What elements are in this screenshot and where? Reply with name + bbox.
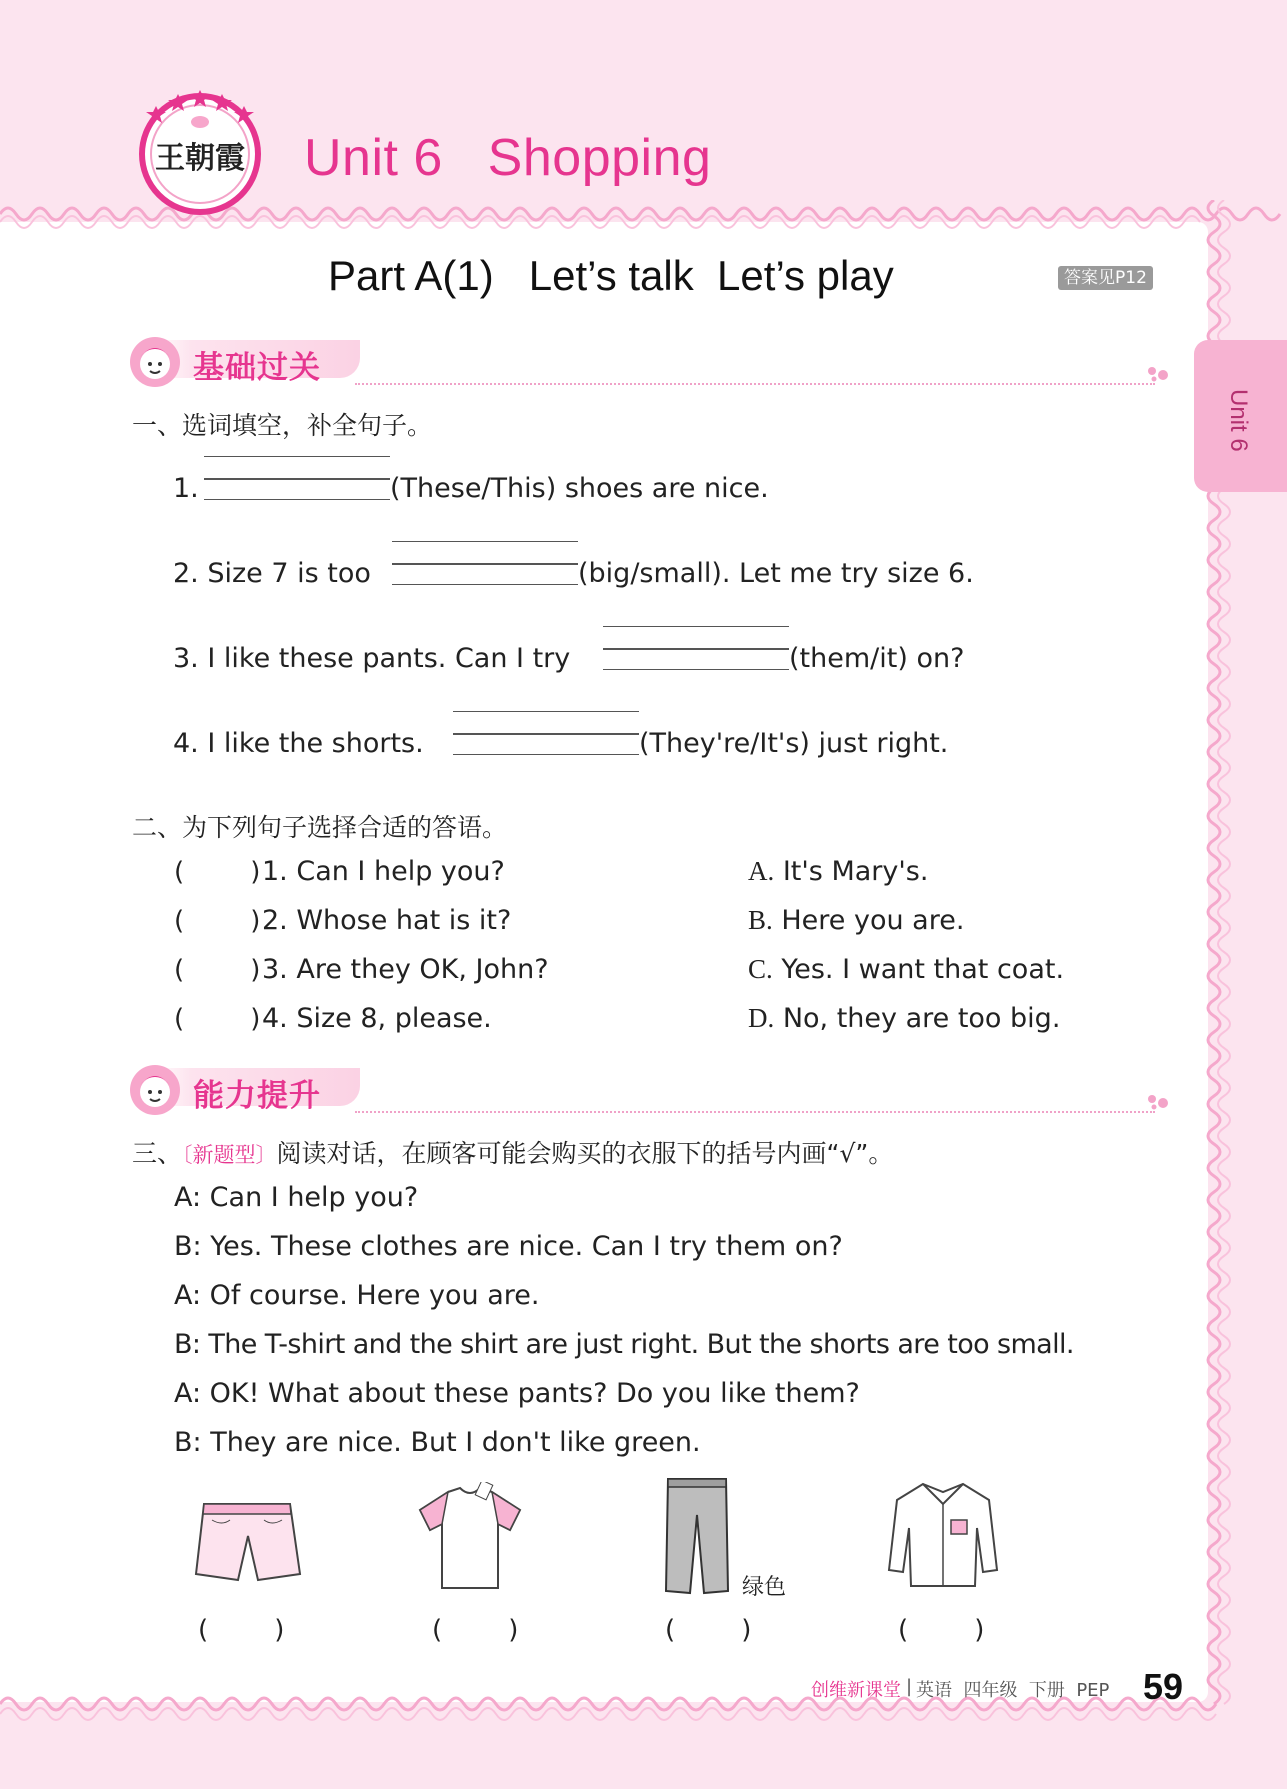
girl-mascot-icon bbox=[128, 335, 182, 389]
decorative-dots-icon bbox=[1146, 366, 1172, 382]
shorts-icon bbox=[190, 1496, 304, 1588]
q2-question-1: 1. Can I help you? bbox=[262, 856, 505, 887]
q1-title: 一、选词填空，补全句子。 bbox=[132, 411, 433, 440]
brand-logo-seal bbox=[136, 88, 264, 216]
q2-answer-paren-1[interactable]: ( ) bbox=[174, 857, 261, 887]
girl-mascot-icon bbox=[128, 1063, 182, 1117]
q2-title: 二、为下列句子选择合适的答语。 bbox=[132, 813, 508, 842]
new-question-type-tag: 〔新题型〕 bbox=[182, 1143, 277, 1167]
pants-color-label: 绿色 bbox=[742, 1575, 787, 1600]
q2-option-c: C. Yes. I want that coat. bbox=[748, 954, 1065, 985]
q3-title-row: 三、〔新题型〕阅读对话，在顾客可能会购买的衣服下的括号内画“√”。 bbox=[132, 1139, 894, 1168]
q1-item-1-number: 1. bbox=[173, 473, 208, 504]
dialogue-line-1: A: Can I help you? bbox=[174, 1182, 419, 1213]
t-shirt-check-paren[interactable]: ( ) bbox=[432, 1615, 519, 1645]
dialogue-line-4: B: The T-shirt and the shirt are just right. But the shorts are too small. bbox=[174, 1329, 1074, 1360]
q1-item-1-blank[interactable] bbox=[204, 456, 390, 520]
answer-reference-badge: 答案见P12 bbox=[1058, 266, 1153, 290]
page-number: 59 bbox=[1143, 1666, 1184, 1707]
q2-question-2: 2. Whose hat is it? bbox=[262, 905, 512, 936]
section-advanced-divider bbox=[355, 1111, 1155, 1113]
q2-question-4: 4. Size 8, please. bbox=[262, 1003, 492, 1034]
q1-item-3-prefix: 3. I like these pants. Can I try bbox=[173, 643, 579, 674]
q1-item-2-blank[interactable] bbox=[392, 541, 578, 605]
q2-option-d: D. No, they are too big. bbox=[748, 1003, 1061, 1034]
footer-separator: | bbox=[906, 1676, 913, 1697]
footer-book-info: 英语 四年级 下册 PEP bbox=[916, 1680, 1110, 1701]
q2-option-a: A. It's Mary's. bbox=[748, 856, 929, 887]
section-advanced-title: 能力提升 bbox=[193, 1078, 321, 1114]
part-title: Part A(1) Let’s talk Let’s play bbox=[328, 252, 894, 299]
dialogue-line-6: B: They are nice. But I don't like green. bbox=[174, 1427, 701, 1458]
q1-item-3-text: (them/it) on? bbox=[789, 643, 965, 674]
unit-side-tab-label: Unit 6 bbox=[1225, 388, 1252, 452]
dialogue-line-5: A: OK! What about these pants? Do you like them? bbox=[174, 1378, 860, 1409]
q1-item-3-blank[interactable] bbox=[603, 626, 789, 690]
pants-icon bbox=[662, 1475, 732, 1599]
section-basic-title: 基础过关 bbox=[193, 350, 321, 386]
decorative-dots-icon bbox=[1146, 1094, 1172, 1110]
q1-item-4-blank[interactable] bbox=[453, 711, 639, 775]
q2-answer-paren-3[interactable]: ( ) bbox=[174, 955, 261, 985]
q2-question-3: 3. Are they OK, John? bbox=[262, 954, 549, 985]
q2-answer-paren-2[interactable]: ( ) bbox=[174, 906, 261, 936]
shirt-icon bbox=[885, 1478, 1001, 1594]
t-shirt-icon bbox=[418, 1482, 522, 1594]
q1-item-2-prefix: 2. Size 7 is too bbox=[173, 558, 380, 589]
q1-item-1-text: (These/This) shoes are nice. bbox=[390, 473, 769, 504]
q2-option-b: B. Here you are. bbox=[748, 905, 965, 936]
q2-answer-paren-4[interactable]: ( ) bbox=[174, 1004, 261, 1034]
q1-item-4-text: (They're/It's) just right. bbox=[639, 728, 949, 759]
unit-title: Unit 6 Shopping bbox=[304, 129, 712, 187]
dialogue-line-2: B: Yes. These clothes are nice. Can I try them on? bbox=[174, 1231, 843, 1262]
shirt-check-paren[interactable]: ( ) bbox=[898, 1615, 985, 1645]
shorts-check-paren[interactable]: ( ) bbox=[198, 1615, 285, 1645]
section-basic-divider bbox=[355, 383, 1155, 385]
footer-brand: 创维新课堂 bbox=[811, 1680, 901, 1701]
logo-lettering: 王朝霞 bbox=[155, 141, 245, 176]
dialogue-line-3: A: Of course. Here you are. bbox=[174, 1280, 540, 1311]
q1-item-2-text: (big/small). Let me try size 6. bbox=[578, 558, 974, 589]
q1-item-4-prefix: 4. I like the shorts. bbox=[173, 728, 433, 759]
pants-check-paren[interactable]: ( ) bbox=[665, 1615, 752, 1645]
